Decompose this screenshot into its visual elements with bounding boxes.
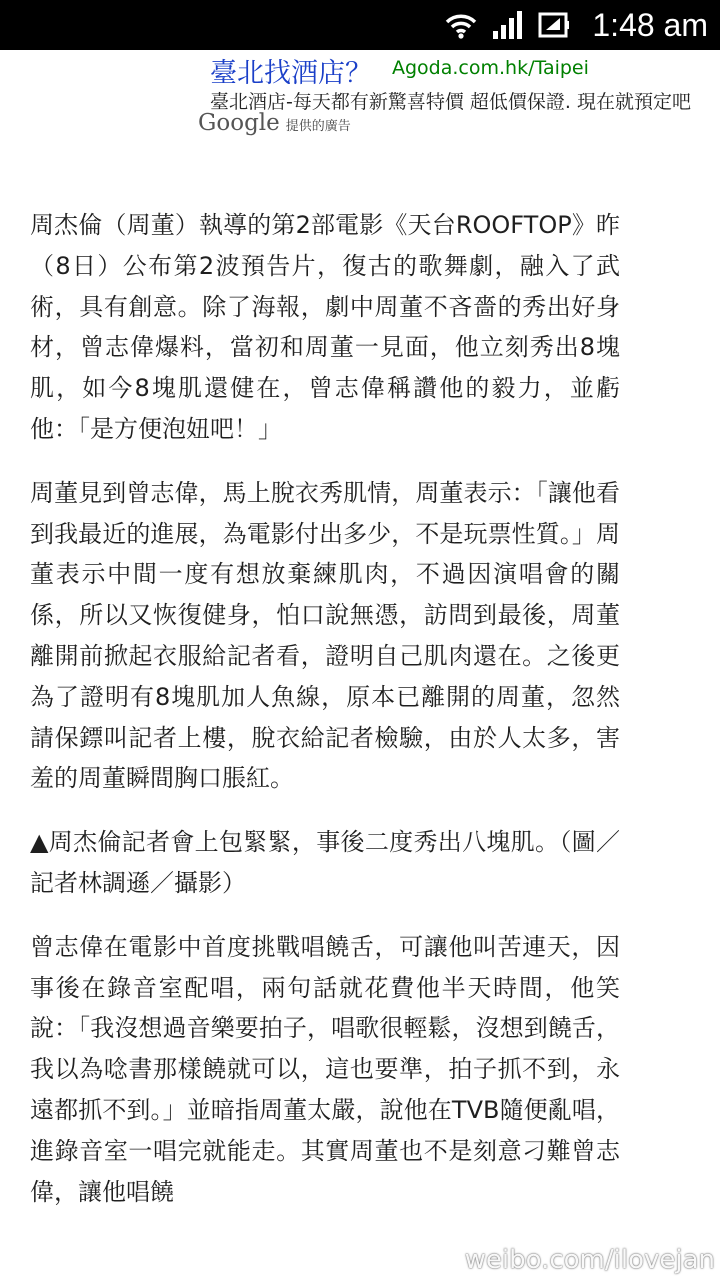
- article-paragraph: 周董見到曾志偉，馬上脫衣秀肌情，周董表示：「讓他看到我最近的進展，為電影付出多少，不是玩票性質。」周董表示中間一度有想放棄練肌肉，不過因演唱會的關係，所以又恢復健身，怕口說無憑，訪問到最後，周董離開前掀起衣服給記者看，證明自己肌肉還在。之後更為了證明有8塊肌加人魚線，原本已離開的周董，忽然請保鏢叫記者上樓，脫衣給記者檢驗，由於人太多，害羞的周董瞬間胸口脹紅。: [30, 478, 620, 793]
- status-bar: [0, 0, 720, 50]
- ad-url-link[interactable]: Agoda.com.hk/Taipei: [392, 57, 589, 79]
- google-ad-banner[interactable]: [0, 50, 720, 140]
- ad-attribution: [198, 110, 351, 140]
- watermark: weibo.com/ilovejan: [464, 1245, 715, 1275]
- status-icons: [444, 10, 570, 40]
- article-paragraph: 周杰倫（周董）執導的第2部電影《天台ROOFTOP》昨（8日）公布第2波預告片，復古的歌舞劇，融入了武術，具有創意。除了海報，劇中周董不吝嗇的秀出好身材，曾志偉爆料，當初和周董一見面，他立刻秀出8塊肌，如今8塊肌還健在，曾志偉稱讚他的毅力，並虧他：「是方便泡妞吧！」: [30, 211, 620, 443]
- battery-icon: [538, 10, 570, 40]
- ad-attribution-label: 提供的廣告: [285, 119, 351, 134]
- google-logo: Google: [198, 110, 280, 136]
- wifi-icon: [444, 10, 478, 40]
- signal-icon: [492, 10, 524, 40]
- ad-title-link[interactable]: 臺北找酒店？: [210, 58, 372, 89]
- status-time: 1:48 am: [592, 7, 708, 43]
- article-body: [30, 205, 620, 1235]
- ad-description: 臺北酒店-每天都有新驚喜特價 超低價保證. 現在就預定吧: [210, 91, 691, 113]
- article-paragraph: 曾志偉在電影中首度挑戰唱饒舌，可讓他叫苦連天，因事後在錄音室配唱，兩句話就花費他半天時間，他笑說：「我沒想過音樂要拍子，唱歌很輕鬆，沒想到饒舌，我以為唸書那樣饒就可以，這也要準，拍子抓不到，永遠都抓不到。」並暗指周董太嚴，說他在TVB隨便亂唱，進錄音室一唱完就能走。其實周董也不是刻意刁難曾志偉，讓他唱饒: [30, 932, 620, 1206]
- photo-caption: ▲周杰倫記者會上包緊緊，事後二度秀出八塊肌。（圖／記者林調遜／攝影）: [30, 828, 620, 897]
